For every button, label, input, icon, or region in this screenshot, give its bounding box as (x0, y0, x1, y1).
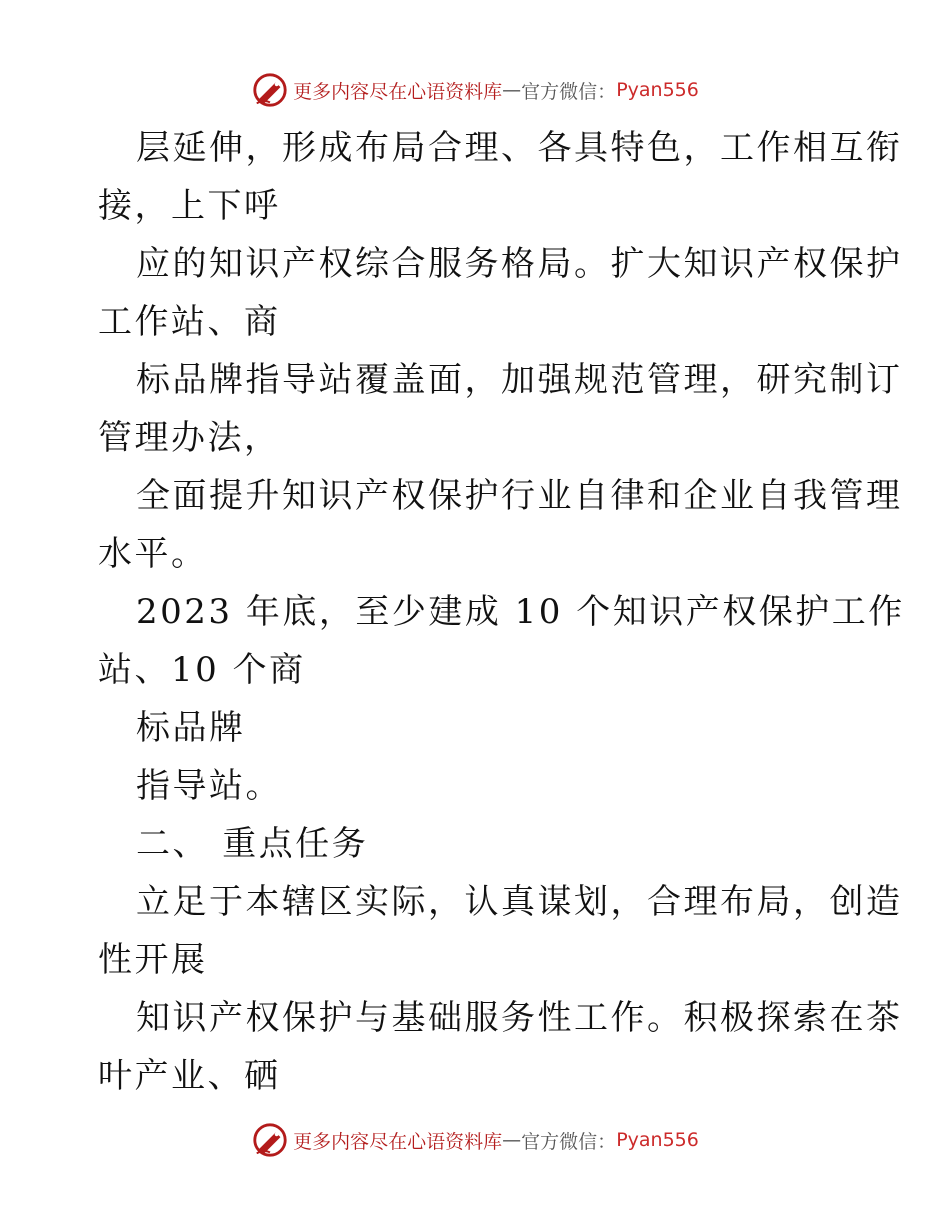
header-watermark (0, 68, 950, 112)
paragraph-line: 标品牌 (136, 708, 246, 748)
paragraph-line: 性开展 (98, 940, 208, 980)
watermark-main-text: 更多内容尽在心语资料库 (293, 80, 503, 103)
paragraph-line: 水平。 (98, 534, 208, 574)
watermark-label: 官方微信： (521, 80, 617, 103)
paragraph-line: 全面提升知识产权保护行业自律和企业自我管理 (136, 476, 903, 516)
pen-nib-seal-logo-icon (251, 1121, 289, 1159)
paragraph-line: 层延伸，形成布局合理、各具特色，工作相互衔 (136, 128, 903, 168)
watermark-main-text: 更多内容尽在心语资料库 (293, 1130, 503, 1153)
paragraph-line: 工作站、商 (98, 302, 281, 342)
paragraph-line: 指导站。 (136, 766, 282, 806)
watermark-wechat-id: Pyan556 (616, 1129, 699, 1151)
paragraph-line: 立足于本辖区实际，认真谋划，合理布局，创造 (136, 882, 903, 922)
watermark-wechat-id: Pyan556 (616, 79, 699, 101)
paragraph-line: 标品牌指导站覆盖面，加强规范管理，研究制订 (136, 360, 903, 400)
paragraph-line: 知识产权保护与基础服务性工作。积极探索在茶 (136, 998, 903, 1038)
paragraph-line: 站、10 个商 (98, 650, 306, 690)
watermark-separator: — (502, 1129, 522, 1151)
footer-watermark (0, 1118, 950, 1162)
paragraph-line: 叶产业、硒 (98, 1056, 281, 1096)
watermark-label: 官方微信： (521, 1130, 617, 1153)
pen-nib-seal-logo-icon (251, 71, 289, 109)
paragraph-line: 应的知识产权综合服务格局。扩大知识产权保护 (136, 244, 903, 284)
paragraph-line: 管理办法， (98, 418, 281, 458)
watermark-separator: — (502, 79, 522, 101)
section-heading: 二、 重点任务 (136, 824, 369, 864)
paragraph-line: 接，上下呼 (98, 186, 281, 226)
paragraph-line: 2023 年底，至少建成 10 个知识产权保护工作 (136, 592, 905, 632)
